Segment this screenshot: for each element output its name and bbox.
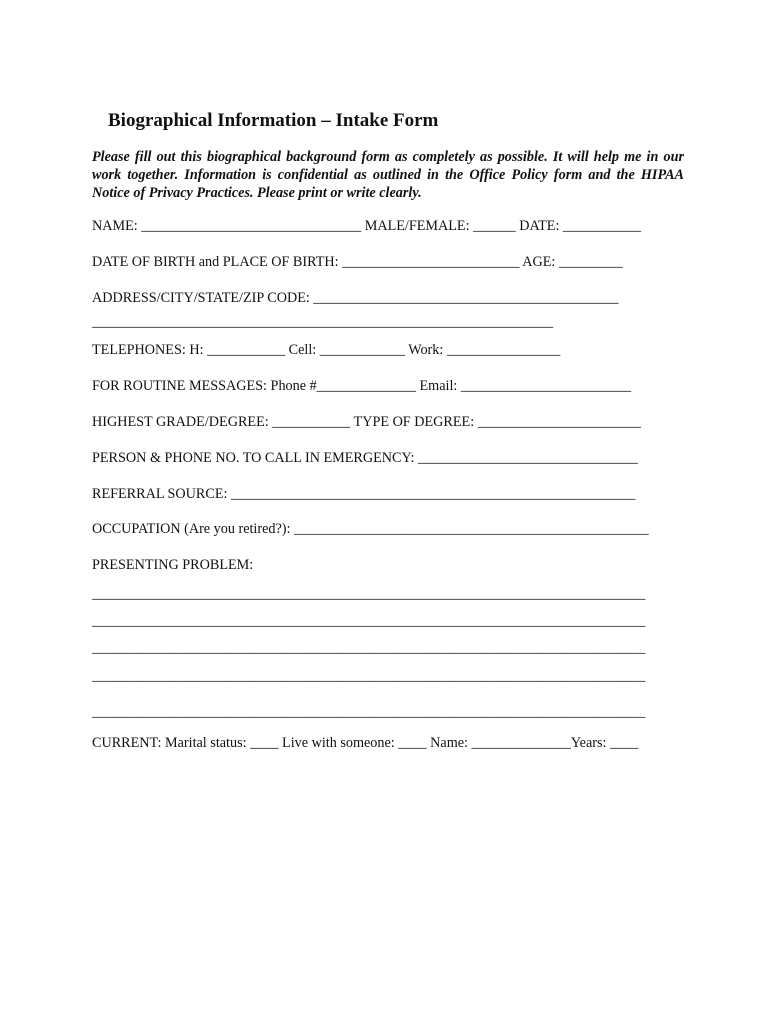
presenting-problem-line[interactable]: ______________________________________________________________________________ (92, 704, 646, 720)
birth-place-age-field[interactable]: DATE OF BIRTH and PLACE OF BIRTH: _________________________ AGE: _________ (92, 254, 623, 270)
presenting-problem-line[interactable]: ______________________________________________________________________________ (92, 668, 646, 684)
presenting-problem-label: PRESENTING PROBLEM: (92, 557, 254, 573)
name-gender-date-field[interactable]: NAME: _______________________________ MALE/FEMALE: ______ DATE: ___________ (92, 218, 641, 234)
current-status-field[interactable]: CURRENT: Marital status: ____ Live with someone: ____ Name: ______________Years: ____ (92, 735, 639, 751)
occupation-field[interactable]: OCCUPATION (Are you retired?): __________________________________________________ (92, 521, 649, 537)
address-field[interactable]: ADDRESS/CITY/STATE/ZIP CODE: ___________________________________________ (92, 290, 619, 306)
presenting-problem-line[interactable]: ______________________________________________________________________________ (92, 613, 646, 629)
emergency-contact-field[interactable]: PERSON & PHONE NO. TO CALL IN EMERGENCY: _______________________________ (92, 450, 638, 466)
presenting-problem-line[interactable]: ______________________________________________________________________________ (92, 640, 646, 656)
routine-messages-field[interactable]: FOR ROUTINE MESSAGES: Phone #______________ Email: ________________________ (92, 378, 632, 394)
referral-source-field[interactable]: REFERRAL SOURCE: _________________________________________________________ (92, 486, 636, 502)
education-field[interactable]: HIGHEST GRADE/DEGREE: ___________ TYPE OF DEGREE: _______________________ (92, 414, 641, 430)
form-title: Biographical Information – Intake Form (108, 110, 439, 131)
telephones-field[interactable]: TELEPHONES: H: ___________ Cell: ____________ Work: ________________ (92, 342, 561, 358)
address-continuation-line[interactable]: _________________________________________________________________ (92, 314, 554, 330)
form-instructions: Please fill out this biographical background form as completely as possible. It will help me in our work together. Information is confidential as outlined in the Office Policy form and the HIPAA Notice of Privacy Practices. Please print or write clearly. (92, 149, 684, 201)
presenting-problem-line[interactable]: ______________________________________________________________________________ (92, 586, 646, 602)
